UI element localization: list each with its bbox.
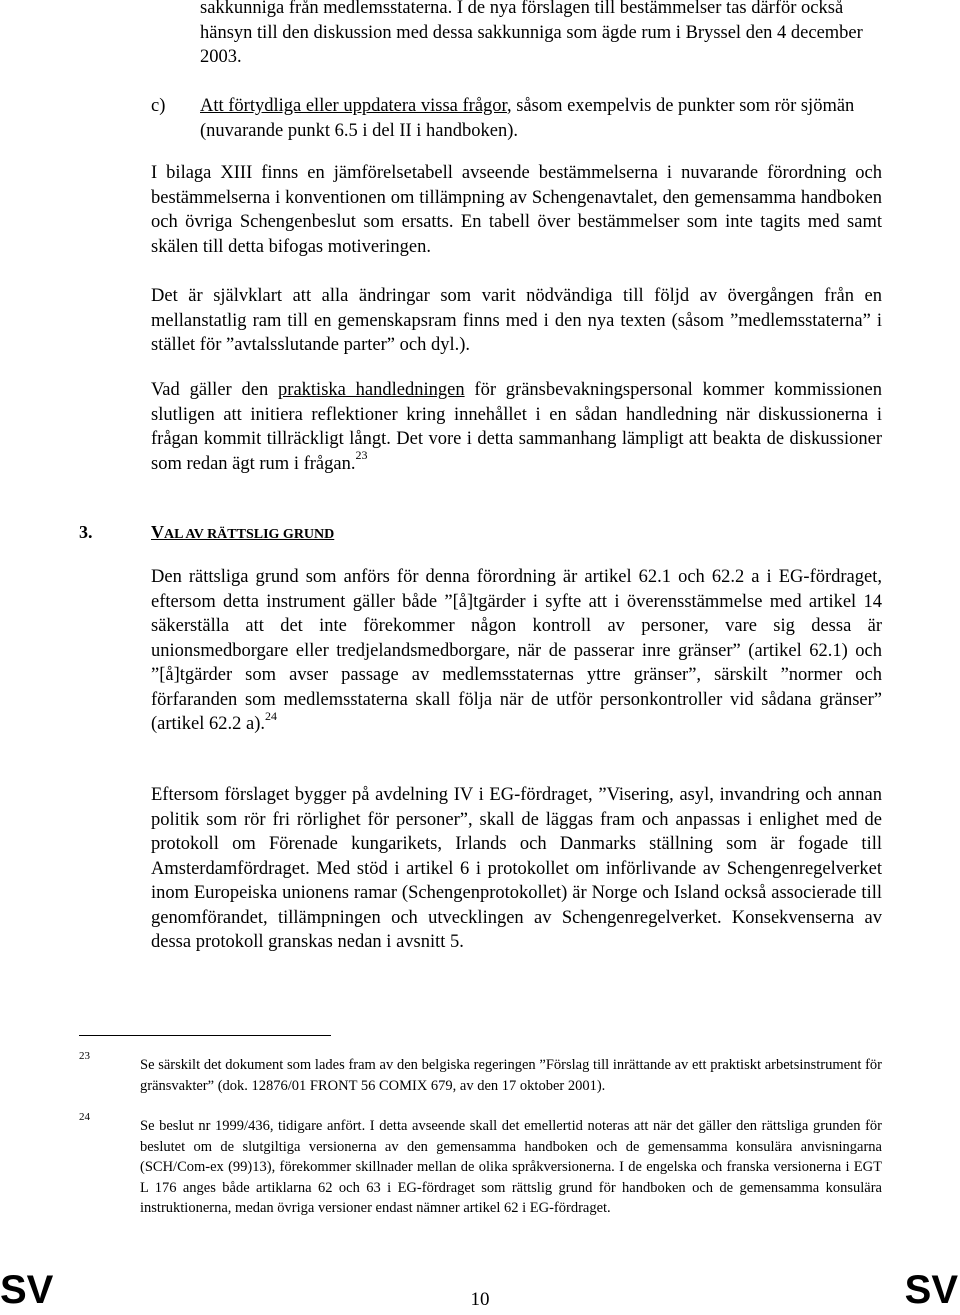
intro-paragraph: sakkunniga från medlemsstaterna. I de nya förslagen till bestämmelser tas därför också hänsyn till den diskussion med dessa sakkunniga som ägde rum i Bryssel den 4 december 2003. (200, 0, 863, 67)
footnote-text: Se särskilt det dokument som lades fram av den belgiska regeringen ”Förslag till inrättande av ett praktiskt arbetsinstrument för gränsvakter” (dok. 12876/01 FRONT 56 COMIX 679, av den 17 oktober 2001). (140, 1057, 882, 1094)
footnote-ref-23[interactable]: 23 (355, 448, 368, 463)
paragraph-bilaga: I bilaga XIII finns en jämförelsetabell avseende bestämmelserna i nuvarande förordning och bestämmelserna i konventionen om tillämpning av Schengenavtalet, den gemensamma handboken och övriga Schengenbeslut som ersatts. En tabell över bestämmelser som inte tagits med samt skälen till detta bifogas motiveringen. (151, 163, 882, 257)
paragraph-rattslig-grund (151, 565, 882, 737)
text-after: för gränsbevakningspersonal kommer kommissionen slutligen att initiera reflektioner kring innehållet i en sådan handledning när diskussionerna i frågan kommit tillräckligt långt. Det vore i detta sammanhang lämpligt att beakta de diskussioner som redan ägt rum i frågan. (151, 380, 882, 474)
underlined-phrase: Att förtydliga eller uppdatera vissa frågor (200, 96, 507, 116)
list-item-body (200, 94, 882, 143)
section-title-rest: AL AV RÄTTSLIG GRUND (164, 527, 335, 542)
footnote-divider (79, 1035, 331, 1036)
paragraph-sjalvklart: Det är självklart att alla ändringar som varit nödvändiga till följd av övergången från en mellanstatlig ram till en gemenskapsram finns med i den nya texten (såsom ”medlemsstaterna” i stället för ”avtalsslutande parter” och dyl.). (151, 286, 882, 355)
list-marker: c) (151, 96, 166, 116)
footnote-number: 24 (79, 1111, 90, 1123)
footnote-number: 23 (79, 1050, 90, 1062)
text-before: Vad gäller den (151, 380, 279, 400)
section-title-initial: V (151, 522, 164, 542)
footnote-ref-24[interactable]: 24 (265, 708, 278, 723)
paragraph-handledning (151, 378, 882, 476)
language-code-right: SV (904, 1268, 958, 1312)
footnote-text: Se beslut nr 1999/436, tidigare anfört. I detta avseende skall det emellertid noteras att när det gäller den rättsliga grunden för beslutet om de slutgiltiga versionerna av den gemensamma handboken och de gemensamma konsulära anvisningarna (SCH/Com-ex (99)13), förekommer skillnader mellan de olika språkversionerna. I de engelska och franska versionerna i EGT L 176 anges både artiklarna 62 och 63 i EG-fördraget som rättslig grund för handboken och de gemensamma konsulära instruktionerna, medan övriga versioner endast nämner artikel 62 i EG-fördraget. (140, 1118, 882, 1216)
page-number: 10 (470, 1289, 490, 1310)
language-code-left: SV (0, 1268, 54, 1312)
underlined-phrase: praktiska handledningen (278, 380, 465, 400)
paragraph-text: Den rättsliga grund som anförs för denna förordning är artikel 62.1 och 62.2 a i EG-fördraget, eftersom detta instrument gäller både ”[å]tgärder i syfte att i överensstämmelse med artikel 14 säkerställa att det inte förekommer någon kontroll av personer, vare sig dessa är unionsmedborgare eller tredjelandsmedborgare, när de passerar inre gränser” (artikel 62.1) och ”[å]tgärder som avser passage av medlemsstaternas yttre gränser”, särskilt ”normer och förfaranden som medlemsstaterna skall följa när de utför personkontroller vid sådana gränser” (artikel 62.2 a). (151, 567, 882, 734)
list-item-rest: , såsom exempelvis de punkter som rör sjömän (nuvarande punkt 6.5 i del II i handboken). (200, 96, 855, 141)
paragraph-eftersom: Eftersom förslaget bygger på avdelning IV i EG-fördraget, ”Visering, asyl, invandring och annan politik som rör fri rörlighet för personer”, skall de läggas fram och anpassas i enlighet med de protokoll om Förenade kungarikets, Irlands och Danmarks ställning som är fogade till Amsterdamfördraget. Med stöd i artikel 6 i protokollet om införlivande av Schengenregelverket inom Europeiska unionens ramar (Schengenprotokollet) är Norge och Island också associerade till genomförandet, tillämpningen och utvecklingen av Schengenregelverket. Konsekvenserna av dessa protokoll granskas nedan i avsnitt 5. (151, 785, 882, 952)
section-number: 3. (79, 522, 93, 542)
section-title (151, 520, 334, 547)
